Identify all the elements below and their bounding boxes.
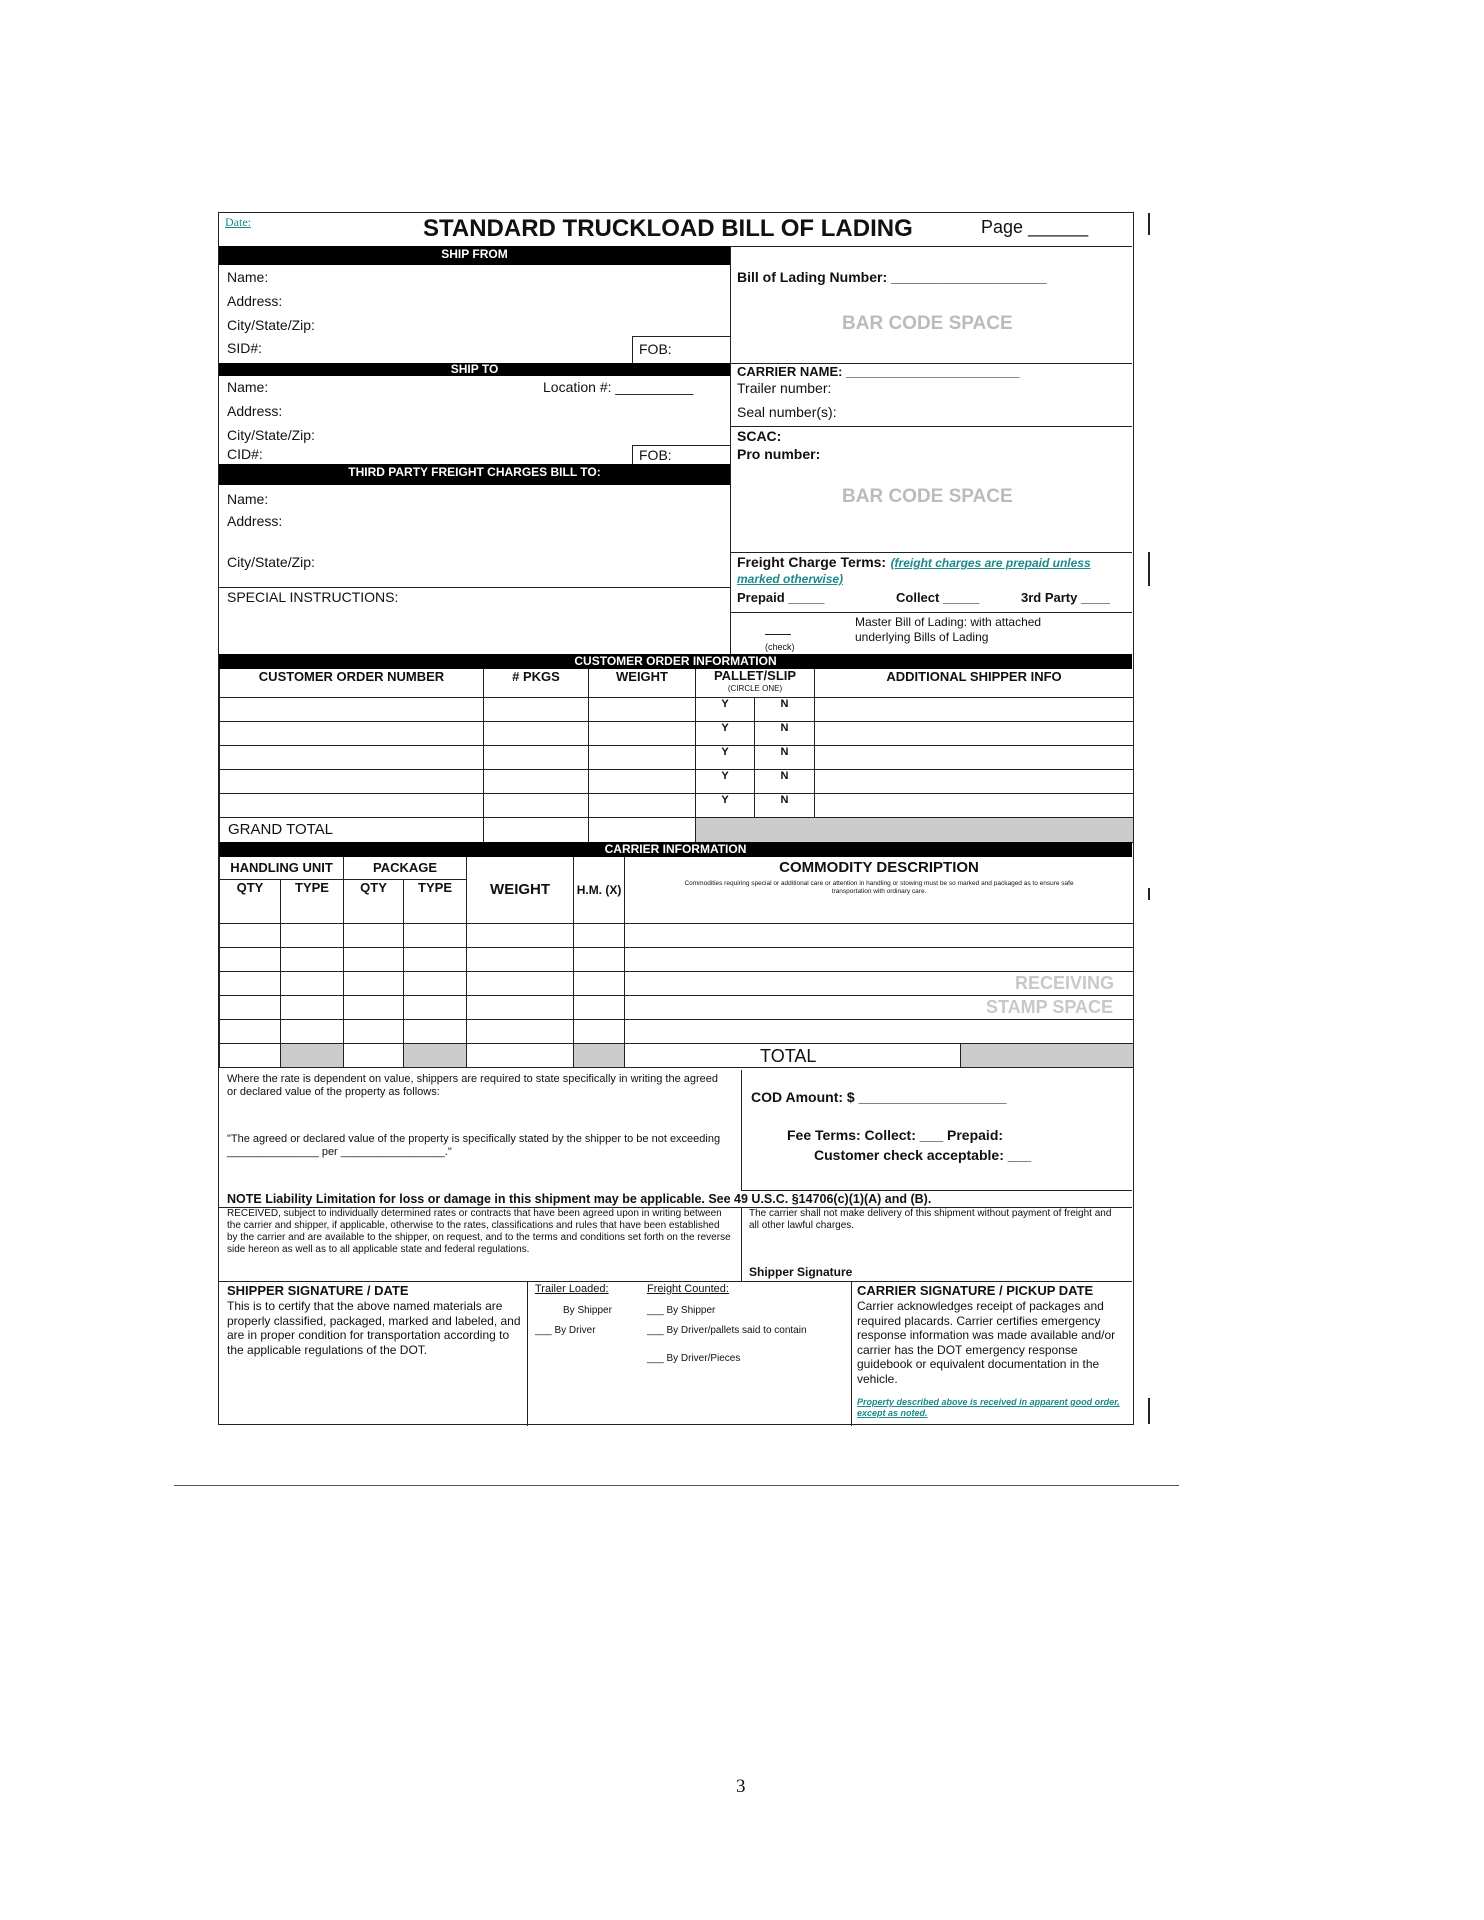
additional-info-cell[interactable] xyxy=(815,793,1134,817)
order-number-cell[interactable] xyxy=(220,721,484,745)
grand-total-row xyxy=(220,817,1134,842)
order-row xyxy=(220,721,1134,745)
prepaid-field[interactable]: Prepaid _____ xyxy=(737,590,825,605)
margin-mark xyxy=(1148,888,1150,900)
margin-mark xyxy=(1148,552,1150,586)
pkg-type-cell[interactable] xyxy=(404,1019,467,1043)
order-row xyxy=(220,697,1134,721)
commodity-cell[interactable] xyxy=(625,923,1134,947)
hu-qty-cell[interactable] xyxy=(220,947,281,971)
weight-header: WEIGHT xyxy=(467,857,574,923)
circle-one-note: (CIRCLE ONE) xyxy=(727,684,783,693)
special-instructions[interactable]: SPECIAL INSTRUCTIONS: xyxy=(227,589,399,605)
hm-cell[interactable] xyxy=(574,923,625,947)
additional-info-cell[interactable] xyxy=(815,769,1134,793)
ship-to-cid[interactable]: CID#: xyxy=(227,446,263,462)
additional-info-cell[interactable] xyxy=(815,745,1134,769)
total-hu-qty[interactable] xyxy=(220,1043,281,1067)
pallet-no-option[interactable]: N xyxy=(755,769,815,793)
property-received-note: Property described above is received in apparent good order, except as noted. xyxy=(857,1397,1120,1418)
pkg-qty-cell[interactable] xyxy=(344,1019,404,1043)
carrier-info-table xyxy=(219,857,1134,1068)
hu-qty-cell[interactable] xyxy=(220,971,281,995)
total-pkg-qty[interactable] xyxy=(344,1043,404,1067)
weight-cell[interactable] xyxy=(589,721,696,745)
received-terms-text: RECEIVED, subject to individually determined rates or contracts that have been agreed upon in writing between the carrier and shipper, if applicable, otherwise to the rates, classifications and rules that have been established by the carrier and are available to the shipper, on request, and to the terms and conditions set forth on the reverse side hereon as well as to all applicable state and federal regulations. xyxy=(227,1208,731,1255)
hm-header: H.M. (X) xyxy=(574,857,625,923)
freight-counted-by-driver-pieces[interactable]: ___ By Driver/Pieces xyxy=(647,1353,741,1364)
pkg-type-header: TYPE xyxy=(404,879,467,923)
order-number-cell[interactable] xyxy=(220,697,484,721)
hu-type-cell[interactable] xyxy=(281,971,344,995)
hu-type-cell[interactable] xyxy=(281,1019,344,1043)
pallet-yes-option[interactable]: Y xyxy=(696,721,755,745)
pallet-no-option[interactable]: N xyxy=(755,745,815,769)
declared-value-text[interactable]: "The agreed or declared value of the property is specifically stated by the shipper to be not exceeding _______________ per _________________." xyxy=(227,1133,721,1158)
freight-counted-by-driver-pallets[interactable]: ___ By Driver/pallets said to contain xyxy=(647,1325,807,1336)
order-row xyxy=(220,745,1134,769)
pkgs-cell[interactable] xyxy=(484,721,589,745)
ship-to-location[interactable]: Location #: __________ xyxy=(543,379,694,395)
hm-cell[interactable] xyxy=(574,995,625,1019)
carrier-row xyxy=(220,1019,1134,1043)
hu-qty-cell[interactable] xyxy=(220,995,281,1019)
receiving-stamp-label: RECEIVING xyxy=(1015,973,1115,993)
ship-to-name[interactable]: Name: xyxy=(227,379,269,395)
pkgs-cell[interactable] xyxy=(484,793,589,817)
ship-to-heading: SHIP TO xyxy=(219,363,730,376)
weight-cell[interactable] xyxy=(467,995,574,1019)
carrier-acknowledgement-text: Carrier acknowledges receipt of packages and required placards. Carrier certifies emergency response information was made available and/or carrier has the DOT emergency response guidebook or equivalent documentation in the vehicle. xyxy=(857,1299,1116,1386)
seal-number-field[interactable]: Seal number(s): xyxy=(737,404,837,420)
pallet-yes-option[interactable]: Y xyxy=(696,769,755,793)
pkg-type-cell[interactable] xyxy=(404,923,467,947)
customer-order-heading: CUSTOMER ORDER INFORMATION xyxy=(219,654,1132,669)
pkg-qty-cell[interactable] xyxy=(344,971,404,995)
scac-field[interactable]: SCAC: xyxy=(737,428,782,444)
pkg-qty-cell[interactable] xyxy=(344,995,404,1019)
freight-counted-title: Freight Counted: xyxy=(647,1283,729,1295)
weight-cell[interactable] xyxy=(467,1019,574,1043)
carrier-delivery-text: The carrier shall not make delivery of this shipment without payment of freight and all other lawful charges. xyxy=(749,1208,1112,1231)
handling-unit-header: HANDLING UNIT xyxy=(220,857,344,879)
ship-to-city[interactable]: City/State/Zip: xyxy=(227,427,315,443)
pkg-qty-header: QTY xyxy=(344,879,404,923)
col-header-weight: WEIGHT xyxy=(589,669,696,697)
trailer-loaded-title: Trailer Loaded: xyxy=(535,1283,609,1295)
order-row xyxy=(220,793,1134,817)
weight-cell[interactable] xyxy=(467,923,574,947)
weight-cell[interactable] xyxy=(467,971,574,995)
col-header-order-number: CUSTOMER ORDER NUMBER xyxy=(220,669,484,697)
check-label: (check) xyxy=(765,642,795,652)
carrier-total-row xyxy=(220,1043,1134,1067)
ship-from-sid[interactable]: SID#: xyxy=(227,340,263,356)
trailer-loaded-by-shipper[interactable]: By Shipper xyxy=(563,1305,612,1316)
hm-cell[interactable] xyxy=(574,947,625,971)
carrier-signature-title[interactable]: CARRIER SIGNATURE / PICKUP DATE xyxy=(857,1283,1094,1298)
shaded-cell xyxy=(960,1044,1133,1067)
commodity-note: Commodities requiring special or additional care or attention in handling or stowing must be so marked and packaged as to ensure safe transportation with ordinary care. xyxy=(684,880,1074,895)
total-label: TOTAL xyxy=(760,1045,817,1066)
weight-cell[interactable] xyxy=(589,697,696,721)
order-number-cell[interactable] xyxy=(220,793,484,817)
bol-number-field[interactable]: Bill of Lading Number: ____________________ xyxy=(737,269,1047,285)
shaded-cell xyxy=(574,1043,625,1067)
ship-to-address[interactable]: Address: xyxy=(227,403,283,419)
third-party-city[interactable]: City/State/Zip: xyxy=(227,554,315,570)
grand-total-pkgs[interactable] xyxy=(484,817,589,842)
grand-total-label: GRAND TOTAL xyxy=(220,817,484,842)
hu-type-cell[interactable] xyxy=(281,923,344,947)
pkg-type-cell[interactable] xyxy=(404,971,467,995)
additional-info-cell[interactable] xyxy=(815,721,1134,745)
order-number-cell[interactable] xyxy=(220,745,484,769)
hm-cell[interactable] xyxy=(574,971,625,995)
hu-type-cell[interactable] xyxy=(281,947,344,971)
pallet-no-option[interactable]: N xyxy=(755,697,815,721)
col-header-pkgs: # PKGS xyxy=(484,669,589,697)
ship-from-address[interactable]: Address: xyxy=(227,293,283,309)
pallet-yes-option[interactable]: Y xyxy=(696,793,755,817)
collect-field[interactable]: Collect _____ xyxy=(896,590,980,605)
ship-from-name[interactable]: Name: xyxy=(227,269,269,285)
fee-terms-field[interactable]: Fee Terms: Collect: ___ Prepaid: xyxy=(787,1127,1004,1143)
order-row xyxy=(220,769,1134,793)
third-party-address[interactable]: Address: xyxy=(227,513,283,529)
pkg-type-cell[interactable] xyxy=(404,947,467,971)
fob-label: FOB: xyxy=(639,341,672,357)
carrier-name-field[interactable]: CARRIER NAME: ________________________ xyxy=(737,364,1020,379)
additional-info-cell[interactable] xyxy=(815,697,1134,721)
form-title: STANDARD TRUCKLOAD BILL OF LADING xyxy=(423,215,913,242)
fob-label: FOB: xyxy=(639,447,672,463)
carrier-row xyxy=(220,923,1134,947)
total-weight[interactable] xyxy=(467,1043,574,1067)
carrier-info-heading: CARRIER INFORMATION xyxy=(219,842,1132,857)
hu-type-header: TYPE xyxy=(281,879,344,923)
value-declaration-text: Where the rate is dependent on value, shippers are required to state specifically in writing the agreed or declared value of the property as follows: xyxy=(227,1073,719,1098)
carrier-row xyxy=(220,971,1134,995)
trailer-loaded-by-driver[interactable]: ___ By Driver xyxy=(535,1325,596,1336)
shaded-cell xyxy=(404,1043,467,1067)
shipper-signature-date-title[interactable]: SHIPPER SIGNATURE / DATE xyxy=(227,1283,409,1298)
pallet-no-option[interactable]: N xyxy=(755,793,815,817)
pallet-yes-option[interactable]: Y xyxy=(696,697,755,721)
pkg-qty-cell[interactable] xyxy=(344,947,404,971)
pallet-no-option[interactable]: N xyxy=(755,721,815,745)
ship-from-fob-box[interactable] xyxy=(632,336,731,364)
third-party-field[interactable]: 3rd Party ____ xyxy=(1021,590,1110,605)
margin-mark xyxy=(1148,1398,1150,1424)
pkgs-cell[interactable] xyxy=(484,769,589,793)
shipper-signature-field[interactable]: Shipper Signature xyxy=(749,1265,853,1279)
customer-check-field[interactable]: Customer check acceptable: ___ xyxy=(814,1147,1032,1163)
grand-total-weight[interactable] xyxy=(589,817,696,842)
bill-of-lading-form xyxy=(218,212,1134,1425)
master-bol-text: Master Bill of Lading: with attached underlying Bills of Lading xyxy=(855,615,1042,644)
liability-note: NOTE Liability Limitation for loss or damage in this shipment may be applicable. See 49 U.S.C. §14706(c)(1)(A) and (B). xyxy=(227,1192,932,1206)
pkg-type-cell[interactable] xyxy=(404,995,467,1019)
commodity-cell[interactable] xyxy=(625,947,1134,971)
package-header: PACKAGE xyxy=(344,857,467,879)
customer-order-table xyxy=(219,669,1134,843)
hu-type-cell[interactable] xyxy=(281,995,344,1019)
freight-charge-terms-label: Freight Charge Terms: xyxy=(737,554,887,570)
pkg-qty-cell[interactable] xyxy=(344,923,404,947)
margin-mark xyxy=(1148,213,1150,235)
commodity-cell[interactable] xyxy=(625,1019,1134,1043)
third-party-name[interactable]: Name: xyxy=(227,491,269,507)
pallet-yes-option[interactable]: Y xyxy=(696,745,755,769)
trailer-number-field[interactable]: Trailer number: xyxy=(737,380,832,396)
weight-cell[interactable] xyxy=(589,793,696,817)
master-bol-checkbox[interactable] xyxy=(765,634,791,635)
third-party-heading: THIRD PARTY FREIGHT CHARGES BILL TO: xyxy=(219,464,730,485)
order-number-cell[interactable] xyxy=(220,769,484,793)
pro-number-field[interactable]: Pro number: xyxy=(737,446,821,462)
weight-cell[interactable] xyxy=(467,947,574,971)
footer-divider xyxy=(174,1485,1179,1486)
pkgs-cell[interactable] xyxy=(484,697,589,721)
barcode-space-2: BAR CODE SPACE xyxy=(842,486,1013,507)
freight-charge-note: (freight charges are prepaid unless marked otherwise) xyxy=(737,556,1091,586)
date-label: Date: xyxy=(225,215,251,229)
ship-from-city[interactable]: City/State/Zip: xyxy=(227,317,315,333)
commodity-header: COMMODITY DESCRIPTION xyxy=(779,859,979,876)
shaded-cell xyxy=(281,1043,344,1067)
weight-cell[interactable] xyxy=(589,745,696,769)
page-number: 3 xyxy=(736,1776,746,1797)
barcode-space-1: BAR CODE SPACE xyxy=(842,313,1013,334)
carrier-row xyxy=(220,947,1134,971)
shaded-cell xyxy=(696,817,1134,842)
hu-qty-cell[interactable] xyxy=(220,1019,281,1043)
ship-from-heading: SHIP FROM xyxy=(219,246,730,265)
hm-cell[interactable] xyxy=(574,1019,625,1043)
cod-amount-field[interactable]: COD Amount: $ ___________________ xyxy=(751,1089,1007,1105)
page-field[interactable]: Page ______ xyxy=(981,217,1089,237)
shipper-certification-text: This is to certify that the above named materials are properly classified, packaged, marked and labeled, and are in proper condition for transportation according to the applicable regulations of the DOT. xyxy=(227,1299,521,1357)
weight-cell[interactable] xyxy=(589,769,696,793)
col-header-pallet-slip: PALLET/SLIP xyxy=(713,668,797,683)
hu-qty-cell[interactable] xyxy=(220,923,281,947)
stamp-space-label: STAMP SPACE xyxy=(986,997,1114,1017)
pkgs-cell[interactable] xyxy=(484,745,589,769)
freight-counted-by-shipper[interactable]: ___ By Shipper xyxy=(647,1305,716,1316)
hu-qty-header: QTY xyxy=(220,879,281,923)
ship-to-fob-box[interactable] xyxy=(632,445,731,465)
col-header-additional-info: ADDITIONAL SHIPPER INFO xyxy=(815,669,1134,697)
